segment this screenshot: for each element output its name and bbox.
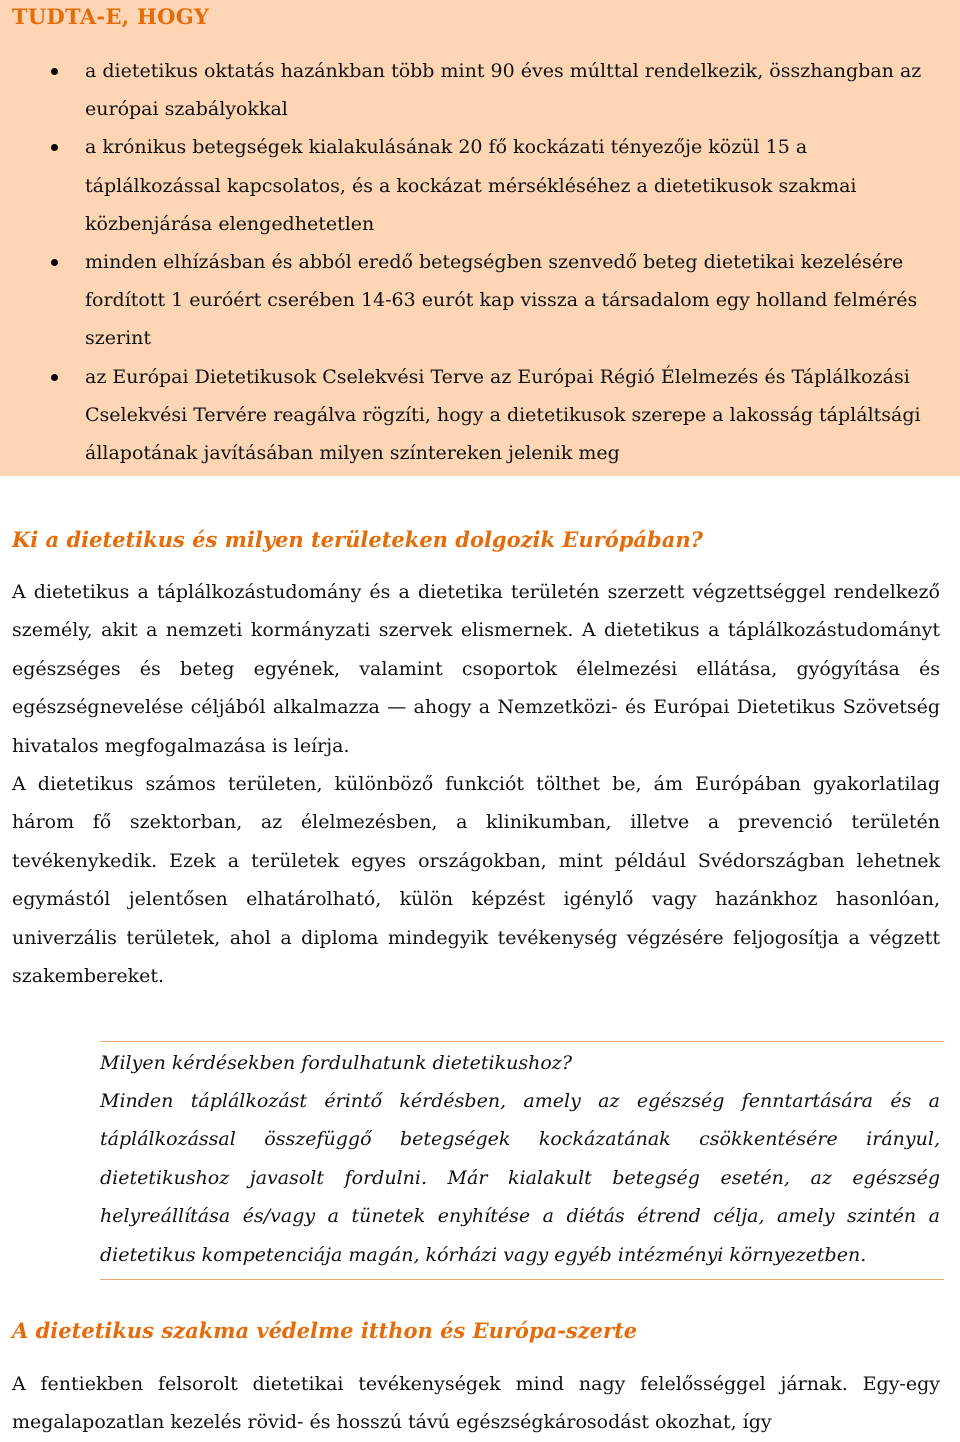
fact-list (0, 52, 960, 472)
fact-item (0, 128, 960, 243)
fact-text: a dietetikus oktatás hazánkban több mint 90 éves múlttal rendelkezik, összhangban az európai szabályokkal (85, 60, 922, 121)
fact-text: az Európai Dietetikusok Cselekvési Terve az Európai Régió Élelmezés és Táplálkozási Cselekvési Tervére reagálva rögzíti, hogy a dietetikusok szerepe a lakosság tápláltsági állapotának javításában milyen színtereken jelenik meg (85, 365, 921, 465)
callout-answer: Minden táplálkozást érintő kérdésben, amely az egészség fenntartására és a táplálkozással összefüggő betegségek kockázatának csökkentésére irányul, dietetikushoz javasolt fordulni. Már kialakult betegség esetén, az egészség helyreállítása és/vagy a tünetek enyhítése a diétás étrend célja, amely szintén a dietetikus kompetenciája magán, kórházi vagy egyéb intézményi környezetben. (100, 1090, 940, 1266)
paragraph-sectors: A dietetikus számos területen, különböző funkciót tölthet be, ám Európában gyakorlatilag három fő szektorban, az élelmezésben, a klinikumban, illetve a prevenció területén tevékenykedik. Ezek a területek egyes országokban, mint például Svédországban lehetnek egymástól jelentősen elhatárolható, külön képzést igénylő vagy hazánkhoz hasonlóan, univerzális területek, ahol a diploma mindegyik tevékenység végzésére feljogosítja a végzett szakembereket. (12, 773, 940, 988)
bullet-icon (51, 68, 58, 75)
callout-question: Milyen kérdésekben fordulhatunk dietetikushoz? (100, 1052, 573, 1074)
fact-text: a krónikus betegségek kialakulásának 20 fő kockázati tényezője közül 15 a táplálkozással kapcsolatos, és a kockázat mérsékléséhez a dietetikusok szakmai közbenjárása elengedhetetlen (85, 136, 857, 235)
fact-item (0, 52, 960, 128)
bullet-icon (51, 374, 58, 381)
section-heading-who: Ki a dietetikus és milyen területeken dolgozik Európában? (12, 527, 703, 552)
section-heading-protection: A dietetikus szakma védelme itthon és Európa-szerte (12, 1318, 638, 1343)
box-title: TUDTA-E, HOGY (12, 4, 210, 29)
paragraph-protection: A fentiekben felsorolt dietetikai tevékenységek mind nagy felelősséggel járnak. Egy-egy megalapozatlan kezelés rövid- és hosszú távú egészségkárosodást okozhat, így (12, 1373, 940, 1434)
fact-item (0, 358, 960, 473)
fact-text: minden elhízásban és abból eredő betegségben szenvedő beteg dietetikai kezelésére fordított 1 euróért cserében 14-63 eurót kap vissza a társadalom egy holland felmérés szerint (85, 251, 918, 350)
callout-box (100, 1041, 944, 1280)
paragraph-definition: A dietetikus a táplálkozástudomány és a dietetika területén szerzett végzettséggel rendelkező személy, akit a nemzeti kormányzati szervek elismernek. A dietetikus a táplálkozástudományt egészséges és beteg egyének, valamint csoportok élelmezési ellátása, gyógyítása és egészségnevelése céljából alkalmazza — ahogy a Nemzetközi- és Európai Dietetikus Szövetség hivatalos megfogalmazása is leírja. (12, 581, 940, 757)
bullet-icon (51, 144, 58, 151)
bullet-icon (51, 259, 58, 266)
fact-item (0, 243, 960, 358)
did-you-know-box (0, 0, 960, 476)
